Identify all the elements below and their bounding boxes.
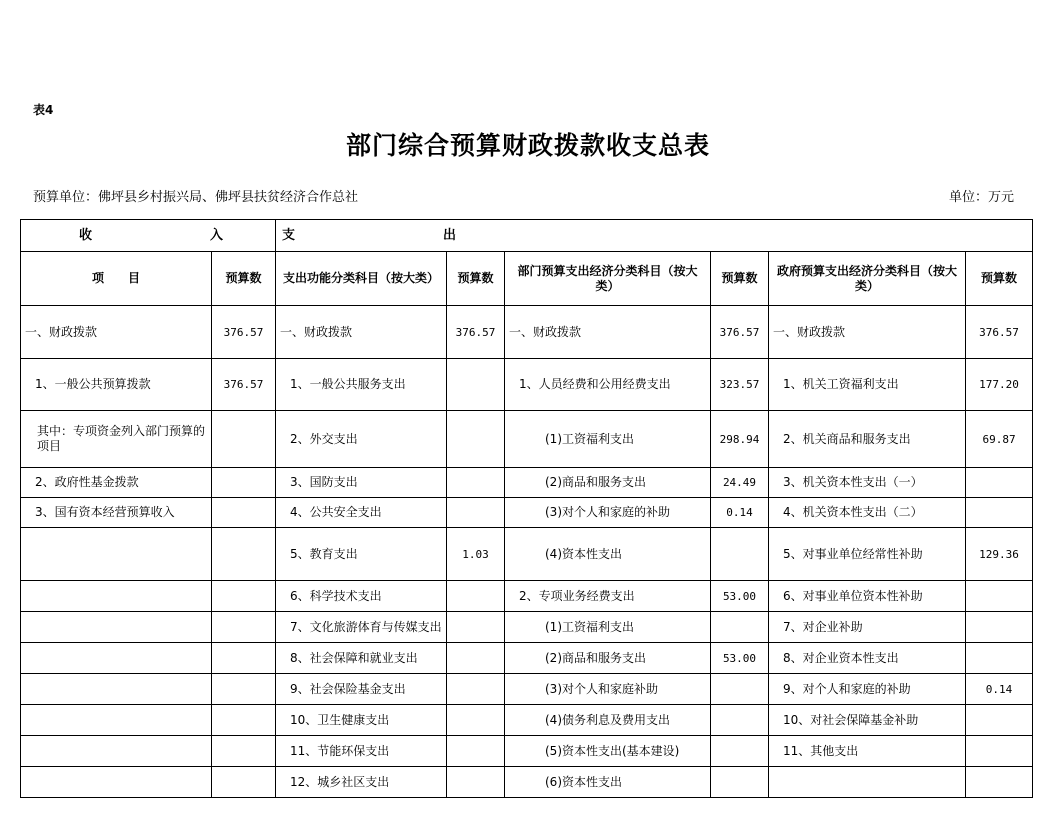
- section-header-row: [21, 220, 1033, 252]
- income-item-cell: [21, 736, 212, 767]
- dept-econ-amount-cell: [711, 705, 769, 736]
- table-row: [21, 643, 1033, 674]
- income-item-cell: [21, 612, 212, 643]
- function-amount-cell: [447, 674, 505, 705]
- gov-econ-amount-cell: [966, 612, 1033, 643]
- dept-econ-item-cell: (4)债务利息及费用支出: [505, 705, 711, 736]
- table-row: [21, 674, 1033, 705]
- table-row: [21, 528, 1033, 581]
- gov-econ-item-cell: 7、对企业补助: [769, 612, 966, 643]
- function-item-cell: 11、节能环保支出: [276, 736, 447, 767]
- income-amount-cell: [212, 643, 276, 674]
- gov-econ-amount-cell: 376.57: [966, 306, 1033, 359]
- income-item-cell: [21, 528, 212, 581]
- dept-econ-item-cell: (2)商品和服务支出: [505, 643, 711, 674]
- dept-econ-item-cell: (4)资本性支出: [505, 528, 711, 581]
- header-gov-economic-class: 政府预算支出经济分类科目（按大类）: [769, 252, 966, 306]
- dept-econ-amount-cell: [711, 674, 769, 705]
- income-amount-cell: [212, 674, 276, 705]
- gov-econ-item-cell: 10、对社会保障基金补助: [769, 705, 966, 736]
- table-row: [21, 705, 1033, 736]
- income-section-char-2: 入: [210, 228, 224, 243]
- dept-econ-item-cell: (1)工资福利支出: [505, 411, 711, 468]
- dept-econ-item-cell: (3)对个人和家庭的补助: [505, 498, 711, 528]
- table-row: [21, 736, 1033, 767]
- gov-econ-amount-cell: [966, 581, 1033, 612]
- function-item-cell: 一、财政拨款: [276, 306, 447, 359]
- dept-econ-amount-cell: 0.14: [711, 498, 769, 528]
- table-row: [21, 468, 1033, 498]
- header-item: 项 目: [21, 252, 212, 306]
- function-item-cell: 2、外交支出: [276, 411, 447, 468]
- function-item-cell: 8、社会保障和就业支出: [276, 643, 447, 674]
- dept-econ-amount-cell: 53.00: [711, 643, 769, 674]
- gov-econ-item-cell: 11、其他支出: [769, 736, 966, 767]
- gov-econ-amount-cell: [966, 767, 1033, 798]
- income-item-cell: [21, 674, 212, 705]
- table-row: [21, 498, 1033, 528]
- income-amount-cell: 376.57: [212, 359, 276, 411]
- function-item-cell: 1、一般公共服务支出: [276, 359, 447, 411]
- header-function-class: 支出功能分类科目（按大类）: [276, 252, 447, 306]
- table-row: [21, 411, 1033, 468]
- function-item-cell: 9、社会保险基金支出: [276, 674, 447, 705]
- table-row: [21, 767, 1033, 798]
- function-amount-cell: [447, 736, 505, 767]
- income-section-header: [21, 220, 276, 252]
- function-item-cell: 10、卫生健康支出: [276, 705, 447, 736]
- dept-econ-item-cell: (2)商品和服务支出: [505, 468, 711, 498]
- dept-econ-item-cell: (1)工资福利支出: [505, 612, 711, 643]
- income-item-cell: 1、一般公共预算拨款: [21, 359, 212, 411]
- function-amount-cell: [447, 411, 505, 468]
- dept-econ-item-cell: 1、人员经费和公用经费支出: [505, 359, 711, 411]
- gov-econ-amount-cell: [966, 705, 1033, 736]
- dept-econ-item-cell: (3)对个人和家庭补助: [505, 674, 711, 705]
- dept-econ-amount-cell: [711, 612, 769, 643]
- income-amount-cell: [212, 705, 276, 736]
- gov-econ-item-cell: 5、对事业单位经常性补助: [769, 528, 966, 581]
- dept-econ-amount-cell: [711, 767, 769, 798]
- gov-econ-item-cell: 3、机关资本性支出（一）: [769, 468, 966, 498]
- income-item-cell: [21, 705, 212, 736]
- column-header-row: [21, 252, 1033, 306]
- income-amount-cell: [212, 612, 276, 643]
- dept-econ-amount-cell: 53.00: [711, 581, 769, 612]
- function-amount-cell: 376.57: [447, 306, 505, 359]
- function-item-cell: 3、国防支出: [276, 468, 447, 498]
- function-amount-cell: [447, 767, 505, 798]
- budget-summary-table: [20, 219, 1033, 798]
- function-amount-cell: [447, 359, 505, 411]
- gov-econ-item-cell: 8、对企业资本性支出: [769, 643, 966, 674]
- gov-econ-amount-cell: 177.20: [966, 359, 1033, 411]
- income-section-char-1: 收: [79, 228, 93, 243]
- page-title: 部门综合预算财政拨款收支总表: [345, 131, 710, 160]
- dept-econ-amount-cell: 24.49: [711, 468, 769, 498]
- function-item-cell: 4、公共安全支出: [276, 498, 447, 528]
- function-amount-cell: [447, 705, 505, 736]
- dept-econ-item-cell: 一、财政拨款: [505, 306, 711, 359]
- dept-econ-amount-cell: 376.57: [711, 306, 769, 359]
- dept-econ-amount-cell: [711, 736, 769, 767]
- header-budget-function: 预算数: [447, 252, 505, 306]
- income-amount-cell: [212, 468, 276, 498]
- dept-econ-item-cell: 2、专项业务经费支出: [505, 581, 711, 612]
- gov-econ-amount-cell: [966, 468, 1033, 498]
- income-amount-cell: [212, 498, 276, 528]
- table-label: 表4: [33, 103, 54, 117]
- gov-econ-amount-cell: [966, 643, 1033, 674]
- income-amount-cell: [212, 411, 276, 468]
- dept-econ-amount-cell: 323.57: [711, 359, 769, 411]
- function-amount-cell: [447, 643, 505, 674]
- income-amount-cell: [212, 767, 276, 798]
- function-amount-cell: [447, 581, 505, 612]
- table-row: [21, 612, 1033, 643]
- income-item-cell: 一、财政拨款: [21, 306, 212, 359]
- income-amount-cell: [212, 528, 276, 581]
- table-row: [21, 306, 1033, 359]
- dept-econ-amount-cell: 298.94: [711, 411, 769, 468]
- gov-econ-item-cell: 1、机关工资福利支出: [769, 359, 966, 411]
- function-item-cell: 12、城乡社区支出: [276, 767, 447, 798]
- dept-econ-item-cell: (6)资本性支出: [505, 767, 711, 798]
- function-amount-cell: [447, 498, 505, 528]
- expense-section-char-2: 出: [443, 228, 457, 243]
- gov-econ-item-cell: 4、机关资本性支出（二）: [769, 498, 966, 528]
- gov-econ-item-cell: 2、机关商品和服务支出: [769, 411, 966, 468]
- function-amount-cell: 1.03: [447, 528, 505, 581]
- income-amount-cell: [212, 736, 276, 767]
- income-item-cell: [21, 643, 212, 674]
- table-row: [21, 359, 1033, 411]
- gov-econ-item-cell: [769, 767, 966, 798]
- header-budget-income: 预算数: [212, 252, 276, 306]
- currency-unit-label: 单位：万元: [948, 190, 1014, 205]
- function-item-cell: 7、文化旅游体育与传媒支出: [276, 612, 447, 643]
- income-item-cell: 2、政府性基金拨款: [21, 468, 212, 498]
- income-amount-cell: 376.57: [212, 306, 276, 359]
- gov-econ-item-cell: 一、财政拨款: [769, 306, 966, 359]
- dept-econ-item-cell: (5)资本性支出(基本建设): [505, 736, 711, 767]
- gov-econ-item-cell: 9、对个人和家庭的补助: [769, 674, 966, 705]
- header-budget-gov: 预算数: [966, 252, 1033, 306]
- gov-econ-amount-cell: 69.87: [966, 411, 1033, 468]
- gov-econ-amount-cell: 0.14: [966, 674, 1033, 705]
- budget-unit-label: 预算单位：佛坪县乡村振兴局、佛坪县扶贫经济合作总社: [33, 190, 359, 205]
- function-amount-cell: [447, 612, 505, 643]
- expense-section-header: [276, 220, 1033, 252]
- header-dept-economic-class: 部门预算支出经济分类科目（按大类）: [505, 252, 711, 306]
- gov-econ-amount-cell: [966, 736, 1033, 767]
- function-item-cell: 6、科学技术支出: [276, 581, 447, 612]
- income-amount-cell: [212, 581, 276, 612]
- function-item-cell: 5、教育支出: [276, 528, 447, 581]
- income-item-cell: 其中：专项资金列入部门预算的项目: [21, 411, 212, 468]
- income-item-cell: 3、国有资本经营预算收入: [21, 498, 212, 528]
- income-item-cell: [21, 581, 212, 612]
- header-budget-dept: 预算数: [711, 252, 769, 306]
- dept-econ-amount-cell: [711, 528, 769, 581]
- income-item-cell: [21, 767, 212, 798]
- gov-econ-amount-cell: 129.36: [966, 528, 1033, 581]
- gov-econ-amount-cell: [966, 498, 1033, 528]
- table-row: [21, 581, 1033, 612]
- expense-section-char-1: 支: [282, 228, 296, 243]
- gov-econ-item-cell: 6、对事业单位资本性补助: [769, 581, 966, 612]
- function-amount-cell: [447, 468, 505, 498]
